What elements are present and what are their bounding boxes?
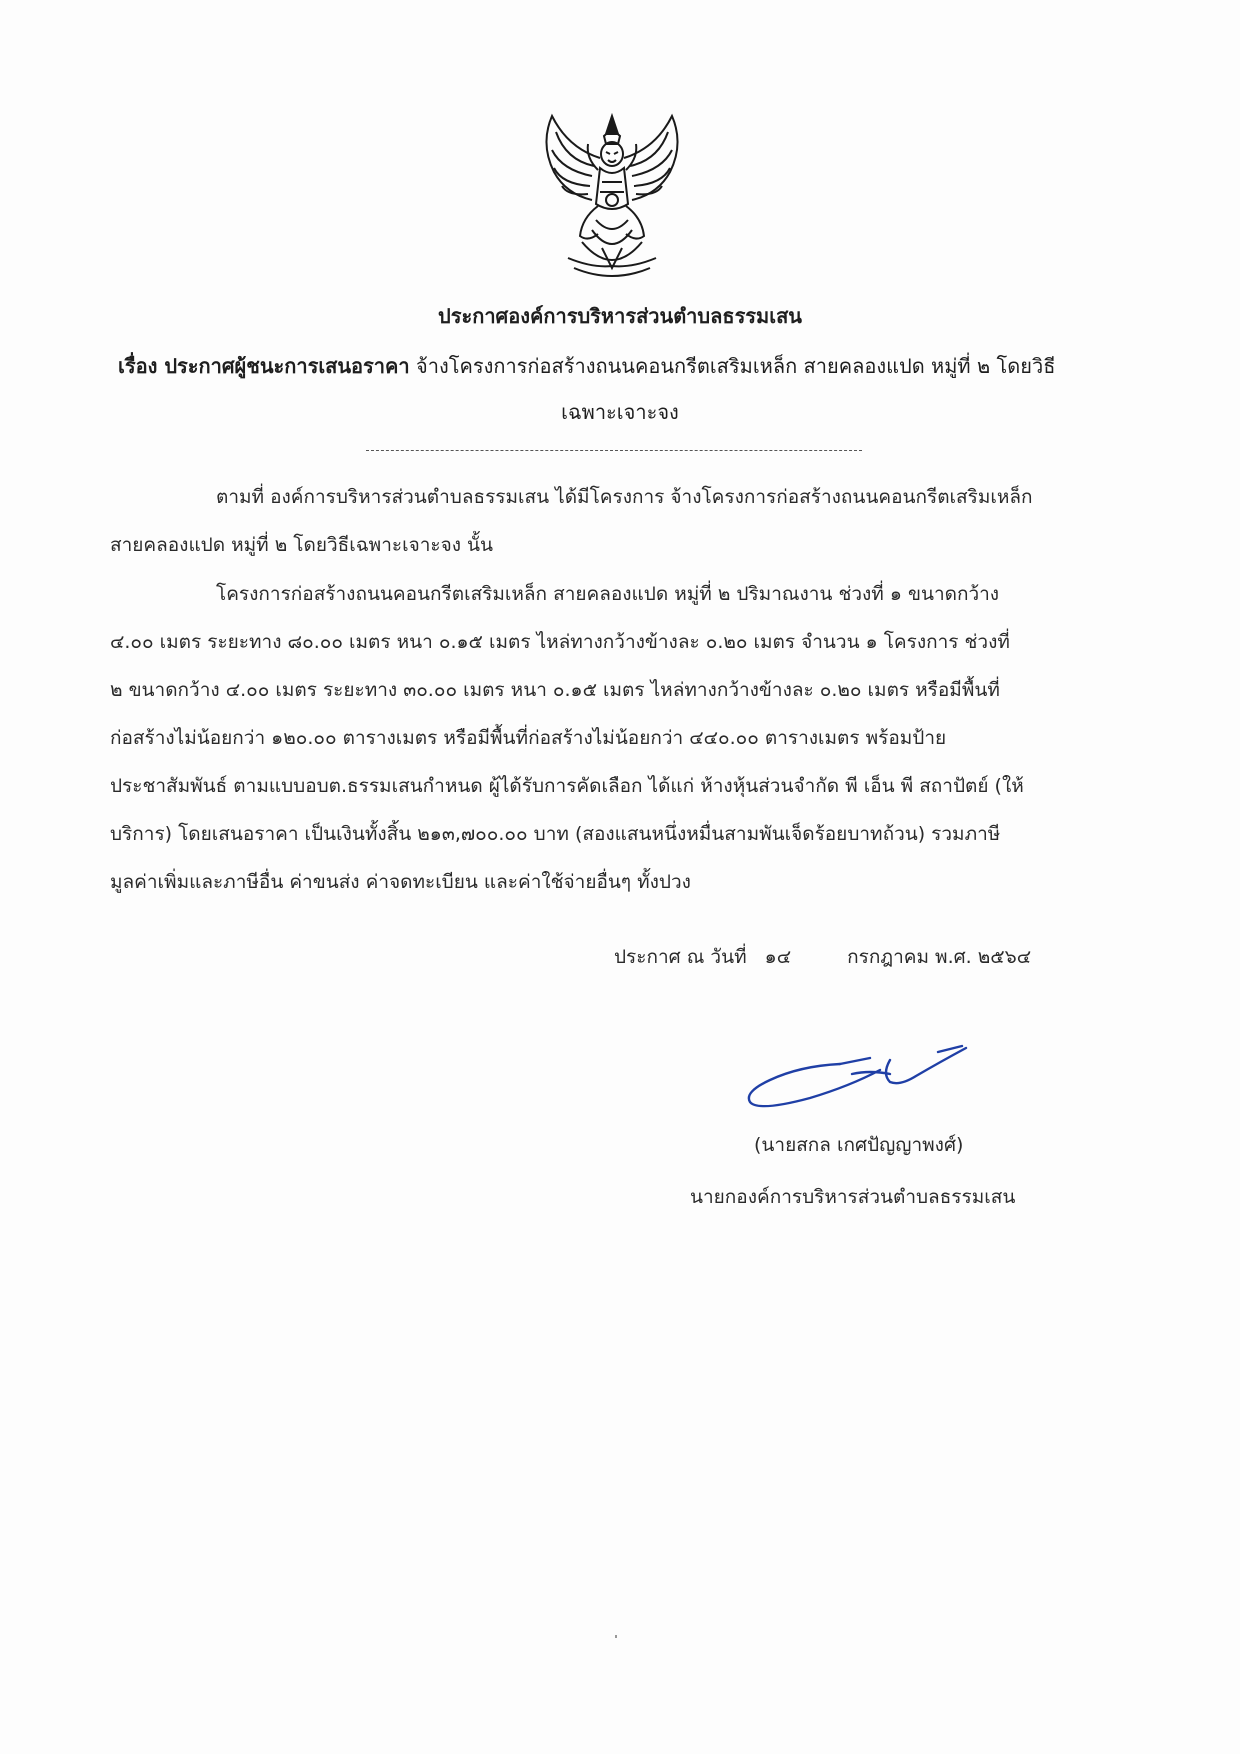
handwritten-signature (740, 1030, 980, 1120)
divider-line (366, 450, 862, 451)
paragraph-2-line-2: ๔.๐๐ เมตร ระยะทาง ๘๐.๐๐ เมตร หนา ๐.๑๕ เมตร ไหล่ทางกว้างข้างละ ๐.๒๐ เมตร จำนวน ๑ โครงการ ช่วงที่ (110, 631, 1010, 653)
paragraph-2-line-5: ประชาสัมพันธ์ ตามแบบอบต.ธรรมเสนกำหนด ผู้ได้รับการคัดเลือก ได้แก่ ห้างหุ้นส่วนจำกัด พี เอ็น พี สถาปัตย์ (ให้ (110, 775, 1024, 797)
paragraph-2-line-7: มูลค่าเพิ่มและภาษีอื่น ค่าขนส่ง ค่าจดทะเบียน และค่าใช้จ่ายอื่นๆ ทั้งปวง (110, 871, 691, 893)
announcement-title: ประกาศองค์การบริหารส่วนตำบลธรรมเสน (438, 304, 802, 328)
garuda-emblem-icon (532, 108, 692, 288)
announce-month-year: กรกฎาคม พ.ศ. ๒๕๖๔ (847, 946, 1032, 968)
announce-day: ๑๔ (764, 946, 792, 968)
signer-name: (นายสกล เกศปัญญาพงศ์) (754, 1134, 964, 1156)
scan-speck (615, 1635, 617, 1638)
paragraph-2-line-1: โครงการก่อสร้างถนนคอนกรีตเสริมเหล็ก สายคลองแปด หมู่ที่ ๒ ปริมาณงาน ช่วงที่ ๑ ขนาดกว้าง (216, 583, 1000, 605)
subject-text: จ้างโครงการก่อสร้างถนนคอนกรีตเสริมเหล็ก สายคลองแปด หมู่ที่ ๒ โดยวิธี (416, 354, 1056, 378)
paragraph-2-line-4: ก่อสร้างไม่น้อยกว่า ๑๒๐.๐๐ ตารางเมตร หรือมีพื้นที่ก่อสร้างไม่น้อยกว่า ๔๔๐.๐๐ ตารางเมตร พร้อมป้าย (110, 727, 947, 749)
announce-label: ประกาศ ณ วันที่ (614, 946, 747, 968)
paragraph-2-line-6: บริการ) โดยเสนอราคา เป็นเงินทั้งสิ้น ๒๑๓,๗๐๐.๐๐ บาท (สองแสนหนึ่งหมื่นสามพันเจ็ดร้อยบาทถ้วน) รวมภาษี (110, 823, 1001, 845)
paragraph-1-line-1: ตามที่ องค์การบริหารส่วนตำบลธรรมเสน ได้มีโครงการ จ้างโครงการก่อสร้างถนนคอนกรีตเสริมเหล็ก (216, 486, 1033, 508)
announcement-date (614, 942, 1031, 972)
subject-line (118, 350, 1118, 382)
signer-title: นายกองค์การบริหารส่วนตำบลธรรมเสน (690, 1186, 1016, 1208)
paragraph-2-line-3: ๒ ขนาดกว้าง ๔.๐๐ เมตร ระยะทาง ๓๐.๐๐ เมตร หนา ๐.๑๕ เมตร ไหล่ทางกว้างข้างละ ๐.๒๐ เมตร หรือมีพื้นที่ (110, 679, 1000, 701)
paragraph-1-line-2: สายคลองแปด หมู่ที่ ๒ โดยวิธีเฉพาะเจาะจง นั้น (110, 534, 494, 556)
subject-continuation: เฉพาะเจาะจง (561, 400, 679, 424)
subject-label: เรื่อง ประกาศผู้ชนะการเสนอราคา (118, 354, 410, 378)
